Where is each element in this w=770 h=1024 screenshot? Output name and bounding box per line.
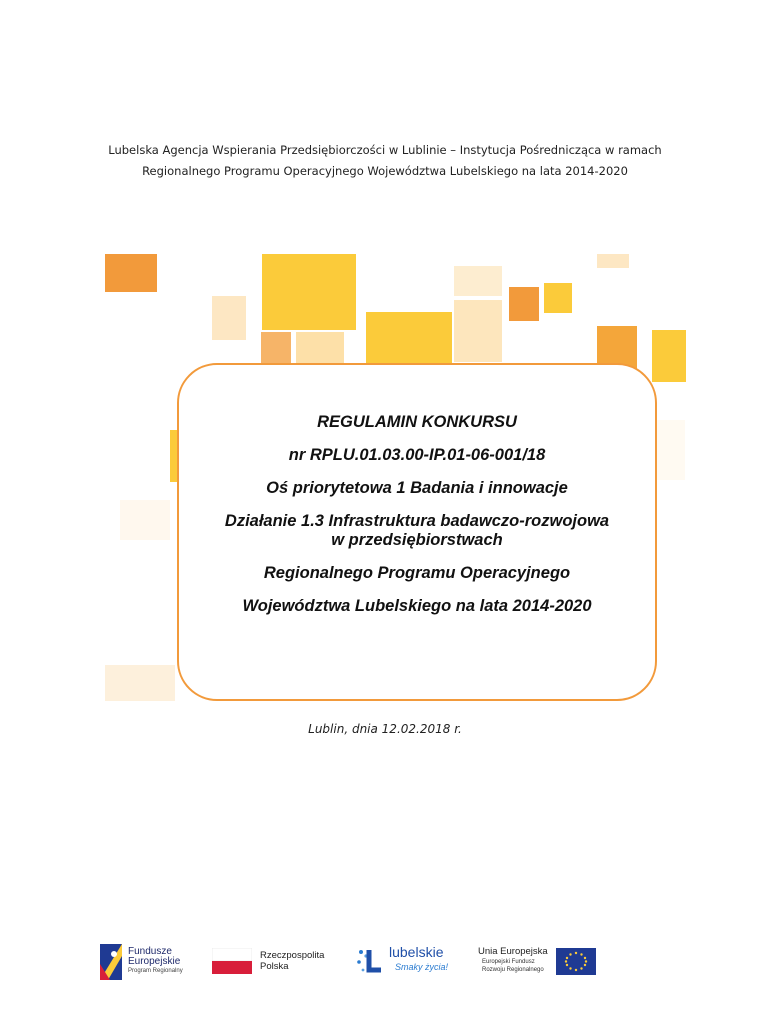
rp-line-2: Polska [260,961,289,972]
title-box [177,363,657,701]
title-action-cont: w przedsiębiorstwach [331,531,503,549]
deco-square [544,283,572,313]
title-program: Regionalnego Programu Operacyjnego [263,564,571,582]
deco-square [120,500,170,540]
logo-strip [100,940,600,984]
deco-square [366,312,452,364]
fe-star-icon [100,944,122,980]
deco-square [262,254,356,330]
deco-square [296,332,344,364]
title-regulamin: REGULAMIN KONKURSU [317,413,517,431]
deco-square [655,420,685,480]
polish-flag-icon [212,948,252,974]
deco-square [261,332,291,364]
ue-line-1: Unia Europejska [478,946,548,957]
lubelskie-emblem-icon [355,946,385,978]
deco-square [105,254,157,292]
document-date: Lublin, dnia 12.02.2018 r. [308,722,462,736]
rzeczpospolita-polska-logo [212,940,342,984]
ue-line-3: Rozwoju Regionalnego [482,967,544,973]
deco-square [105,665,175,701]
title-number: nr RPLU.01.03.00-IP.01-06-001/18 [288,446,546,464]
lubelskie-tagline: Smaky życia! [395,962,449,972]
deco-square [652,330,686,382]
title-priority-axis: Oś priorytetowa 1 Badania i innowacje [266,479,568,497]
fe-line-1: Fundusze [128,946,172,957]
eu-flag-icon [556,948,596,975]
deco-square [454,266,502,296]
deco-square [212,296,246,340]
title-action: Działanie 1.3 Infrastruktura badawczo-rozwojowa [224,512,610,530]
rp-line-1: Rzeczpospolita [260,950,325,961]
unia-europejska-logo [478,940,600,984]
lubelskie-name: lubelskie [389,944,444,960]
deco-square [454,300,502,362]
fundusze-europejskie-logo [100,940,210,984]
fe-line-2: Europejskie [128,956,181,967]
deco-square [509,287,539,321]
header-line-1: Lubelska Agencja Wspierania Przedsiębiorczości w Lublinie – Instytucja Pośrednicząca w ramach [108,143,662,157]
header-line-2: Regionalnego Programu Operacyjnego Województwa Lubelskiego na lata 2014-2020 [142,164,628,178]
ue-line-2: Europejski Fundusz [482,959,535,965]
title-voivodeship: Województwa Lubelskiego na lata 2014-2020 [242,597,592,615]
lubelskie-logo [355,940,465,984]
fe-line-3: Program Regionalny [128,968,183,974]
deco-square [597,254,629,268]
